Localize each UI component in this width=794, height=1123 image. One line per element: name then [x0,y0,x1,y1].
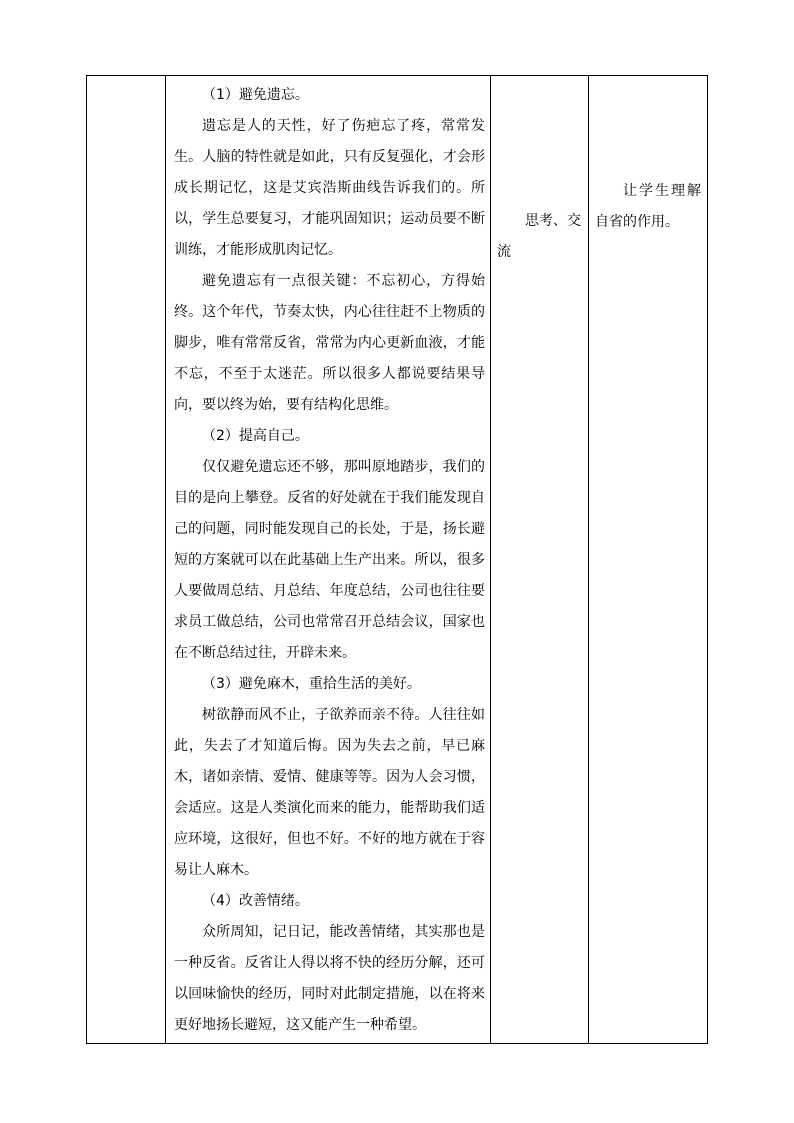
student-activity-cell [491,76,589,1043]
heading-3: （3）避免麻木，重拾生活的美好。 [202,676,421,692]
student-activity-text: 思考、交流 [497,213,581,260]
content-cell [166,76,491,1043]
lesson-table [86,75,708,1044]
paragraph: 遗忘是人的天性，好了伤疤忘了疼，常常发生。人脑的特性就是如此，只有反复强化，才会形成长期记忆，这是艾宾浩斯曲线告诉我们的。所以，学生总要复习，才能巩固知识；运动员要不断训练，才能形成肌肉记忆。 [174,118,485,258]
heading-4: （4）改善情绪。 [202,893,309,909]
paragraph: 避免遗忘有一点很关键：不忘初心，方得始终。这个年代，节奏太快，内心往往赶不上物质的脚步，唯有常常反省，常常为内心更新血液，才能不忘，不至于太迷茫。所以很多人都说要结果导向，要以终为始，要有结构化思维。 [174,273,485,413]
paragraph: 树欲静而风不止，子欲养而亲不待。人往往如此，失去了才知道后悔。因为失去之前，早已麻木，诸如亲情、爱情、健康等等。因为人会习惯，会适应。这是人类演化而来的能力，能帮助我们适应环境，这很好，但也不好。不好的地方就在于容易让人麻木。 [174,707,485,878]
heading-2: （2）提高自己。 [202,428,309,444]
design-intent-text: 让学生理解自省的作用。 [595,183,701,230]
empty-first-column [87,76,165,1043]
paragraph: 仅仅避免遗忘还不够，那叫原地踏步，我们的目的是向上攀登。反省的好处就在于我们能发现自己的问题，同时能发现自己的长处，于是，扬长避短的方案就可以在此基础上生产出来。所以，很多人要做周总结、月总结、年度总结，公司也往往要求员工做总结，公司也常常召开总结会议，国家也在不断总结过往，开辟未来。 [174,459,485,661]
design-intent-cell [589,76,707,1043]
paragraph: 众所周知，记日记，能改善情绪，其实那也是一种反省。反省让人得以将不快的经历分解，还可以回味愉快的经历，同时对此制定措施，以在将来更好地扬长避短，这又能产生一种希望。 [174,924,485,1033]
heading-1: （1）避免遗忘。 [202,87,309,103]
